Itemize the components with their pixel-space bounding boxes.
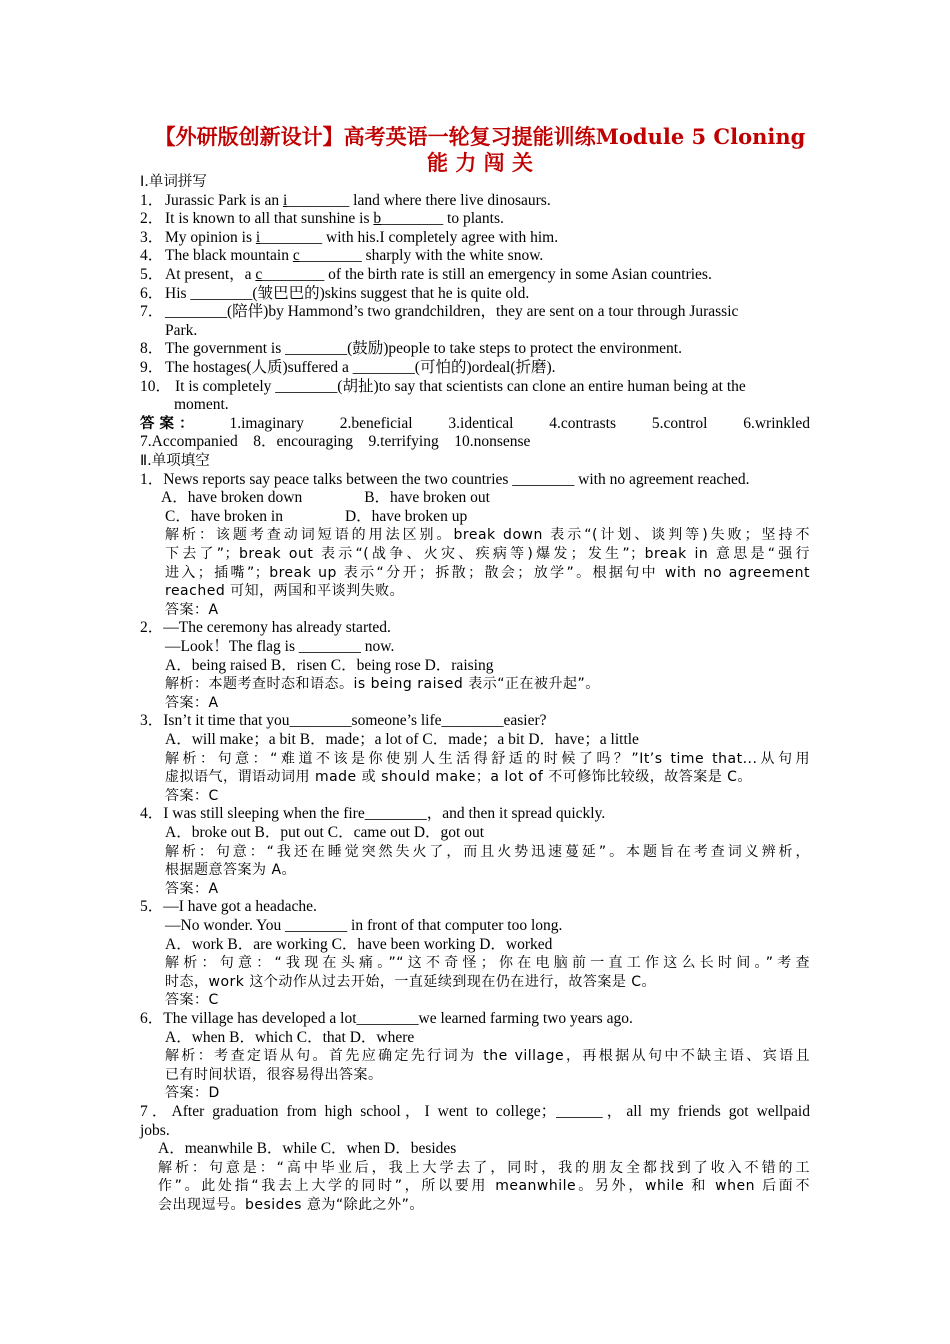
item-text: At present，a (165, 266, 256, 283)
answer-item: 2.beneficial (339, 414, 413, 432)
item-text-after: ________ to plants. (381, 210, 504, 228)
question-text: 2．—The ceremony has already started. (140, 619, 391, 637)
answer-label: 答 案 ： (140, 415, 194, 432)
question-options: —No wonder. You ________ in front of that computer too long. (165, 917, 563, 934)
item-text: The hostages(人质)suffered a ________(可怕的)ordeal(折磨). (165, 359, 556, 376)
explanation-text: 虚拟语气，谓语动词用 made 或 should make；a lot of 不可修饰比较级，故答案是 C。 (165, 769, 752, 786)
answer-item: 5.control (651, 414, 708, 432)
list-item (140, 285, 529, 304)
list-item (140, 303, 738, 322)
document-subtitle: 能 力 闯 关 (427, 150, 533, 175)
section-heading: Ⅱ.单项填空 (140, 453, 210, 469)
answer-text: 答案：D (165, 1085, 220, 1102)
item-number: 7． (140, 303, 164, 321)
list-item (140, 192, 551, 211)
question-options: —Look！The flag is ________ now. (165, 638, 395, 655)
hint-letter: c (255, 266, 263, 283)
explanation-text: 会出现逗号。besides 意为“除此之外”。 (158, 1197, 424, 1213)
explanation-text: 根据题意答案为 A。 (165, 862, 297, 879)
document-title: 【外研版创新设计】高考英语一轮复习提能训练Module 5 Cloning (154, 124, 806, 149)
question-options: C．have broken in D．have broken up (165, 507, 468, 525)
question-options: A．have broken down B．have broken out (161, 489, 490, 507)
question-options: A．being raised B．risen C．being rose D．raising (165, 656, 494, 674)
list-item (140, 378, 746, 397)
answer-text: 答案：A (165, 880, 219, 897)
list-item (165, 322, 197, 341)
list-item (140, 210, 504, 229)
item-text-after: ________ of the birth rate is still an emergency in some Asian countries. (262, 266, 712, 283)
question-text: 3．Isn’t it time that you________someone’s life________easier? (140, 712, 547, 730)
answer-text: 答案：A (165, 601, 219, 618)
question-text: 5．—I have got a headache. (140, 898, 317, 916)
answer-item: 3.identical (448, 414, 514, 432)
explanation-text: 时态，work 这个动作从过去开始，一直延续到现在仍在进行，故答案是 C。 (165, 973, 657, 990)
answer-item: 6.wrinkled (743, 414, 810, 432)
item-text: It is completely ________(胡扯)to say that scientists can clone an entire human being at the (175, 377, 746, 395)
explanation-text: 解析：本题考查时态和语态。is being raised 表示“正在被升起”。 (165, 676, 600, 693)
answer-text: 答案：C (165, 992, 219, 1009)
item-text: Jurassic Park is an (165, 191, 283, 209)
item-text: ________(陪伴)by Hammond’s two grandchildren，they are sent on a tour through Jurassic (165, 303, 739, 321)
answer-item: 1.imaginary (229, 414, 304, 432)
question-options: A．broke out B．put out C．came out D．got out (165, 824, 485, 841)
explanation-text: 解析：句意：“难道不该是你使别人生活得舒适的时候了吗？”It’s time that...从句用 (165, 750, 810, 767)
item-number: 6． (140, 284, 164, 302)
item-text: His ________(皱巴巴的)skins suggest that he is quite old. (165, 284, 530, 302)
item-number: 9． (140, 359, 164, 376)
explanation-text: 已有时间状语，很容易得出答案。 (165, 1066, 383, 1083)
item-number: 8． (140, 340, 164, 358)
explanation-text: 进入；插嘴”；break up 表示“分开；拆散；散会；放学”。根据句中 with no agreement (165, 564, 810, 581)
list-item (140, 229, 558, 248)
hint-letter: i (282, 191, 288, 209)
explanation-text: 解析：句意：“我还在睡觉突然失火了，而且火势迅速蔓延”。本题旨在考查词义辨析， (165, 843, 810, 860)
item-number: 5． (140, 266, 164, 283)
explanation-text: 解析：该题考查动词短语的用法区别。break down 表示“(计划、谈判等)失败；坚持不 (165, 527, 810, 544)
answer-text: 答案：C (165, 787, 219, 804)
hint-letter: i (255, 228, 261, 246)
answer-item: 4.contrasts (549, 414, 616, 432)
hint-letter: b (373, 210, 382, 228)
question-text: 6．The village has developed a lot________we learned farming two years ago. (140, 1010, 633, 1027)
answer-row (140, 415, 810, 434)
item-text: The black mountain (165, 247, 293, 265)
item-text: It is known to all that sunshine is (165, 210, 374, 228)
item-number: 4． (140, 247, 164, 265)
item-number: 2． (140, 210, 164, 228)
question-text: 4．I was still sleeping when the fire________，and then it spread quickly. (140, 805, 606, 823)
item-number: 3． (140, 228, 164, 246)
question-options: A．meanwhile B．while C．when D．besides (158, 1140, 457, 1158)
list-item (174, 396, 229, 415)
explanation-text: 解析：句意是：“高中毕业后，我上大学去了，同时，我的朋友全都找到了收入不错的工 (158, 1159, 810, 1176)
item-text: My opinion is (165, 228, 256, 246)
question-text: 7．After graduation from high school，I went to college；______，all my friends got wellpaid (140, 1103, 810, 1120)
item-text: moment. (174, 396, 229, 414)
question-text: jobs. (140, 1121, 170, 1139)
item-number: 10． (140, 377, 172, 395)
list-item (140, 266, 712, 285)
item-text: Park. (165, 321, 198, 339)
hint-letter: c (292, 247, 300, 265)
explanation-text: 下去了”；break out 表示“(战争、火灾、疾病等)爆发；发生”；break in 意思是“强行 (165, 546, 810, 562)
section-heading: Ⅰ.单词拼写 (140, 174, 207, 190)
list-item (140, 340, 682, 359)
item-text-after: ________ with his.I completely agree with him. (260, 228, 559, 246)
question-options: A．work B．are working C．have been working D．worked (165, 935, 553, 953)
explanation-text: 解析：句意：“我现在头痛。”“这不奇怪；你在电脑前一直工作这么长时间。”考查 (165, 955, 810, 972)
list-item (140, 247, 543, 266)
question-text: 1．News reports say peace talks between the two countries ________ with no agreement reached. (140, 470, 750, 488)
question-options: A．when B．which C．that D．where (165, 1028, 415, 1046)
explanation-text: 作”。此处指“我去上大学的同时”，所以要用 meanwhile。另外，while 和 when 后面不 (158, 1178, 810, 1195)
answer-row-2: 7.Accompanied 8．encouraging 9.terrifying 10.nonsense (140, 433, 531, 451)
item-text: The government is ________(鼓励)people to take steps to protect the environment. (165, 340, 682, 358)
answer-text: 答案：A (165, 694, 219, 711)
list-item (140, 359, 556, 378)
item-text-after: ________ sharply with the white snow. (299, 247, 544, 265)
item-text-after: ________ land where there live dinosaurs. (287, 191, 551, 209)
explanation-text: 解析：考查定语从句。首先应确定先行词为 the village，再根据从句中不缺主语、宾语且 (165, 1048, 810, 1065)
explanation-text: reached 可知，两国和平谈判失败。 (165, 583, 405, 600)
item-number: 1． (140, 191, 164, 209)
question-options: A．will make；a bit B．made；a lot of C．made；a bit D．have；a little (165, 731, 639, 748)
